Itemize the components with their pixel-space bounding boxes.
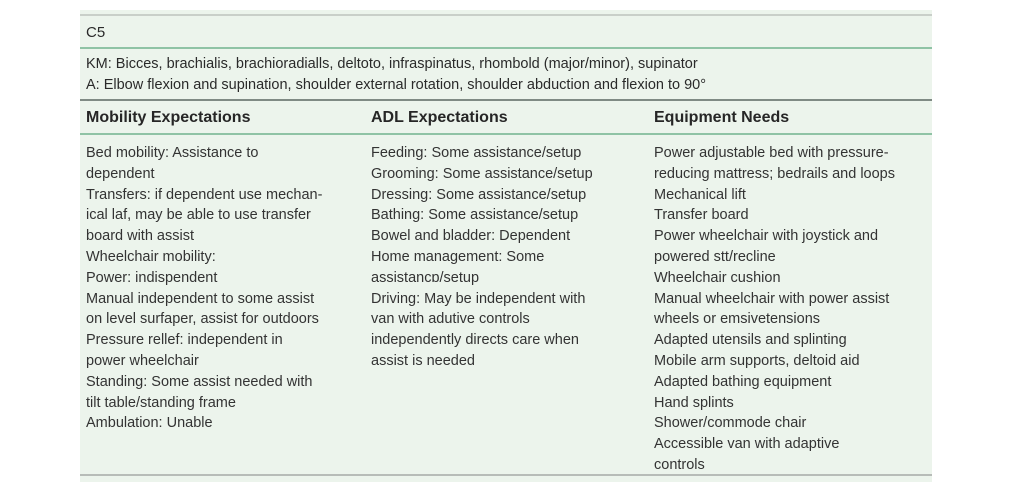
column-line: Wheelchair mobility:: [86, 248, 216, 265]
column-line: board with assist: [86, 228, 194, 245]
header-top-rule: [80, 99, 932, 101]
column-line: Standing: Some assist needed with: [86, 373, 313, 390]
column-line: Power adjustable bed with pressure-: [654, 145, 889, 161]
column-header-adl: ADL Expectations: [371, 109, 508, 126]
column-line: wheels or emsivetensions: [654, 311, 821, 328]
bottom-rule: [80, 474, 932, 476]
column-line: Shower/commode chair: [654, 415, 807, 432]
column-line: Power wheelchair with joystick and: [654, 228, 879, 245]
mobility-column: [86, 143, 322, 434]
column-line: controls: [654, 456, 705, 473]
column-line: Accessible van with adaptive: [654, 436, 840, 453]
column-line: dependent: [86, 165, 155, 182]
abilities-text: A: Elbow flexion and supination, shoulder external rotation, shoulder abduction and flexion to 90°: [86, 77, 707, 93]
level-title: C5: [86, 24, 106, 41]
column-line: power wheelchair: [86, 352, 199, 369]
equipment-column: [654, 143, 895, 476]
column-line: ical laf, may be able to use transfer: [86, 207, 311, 224]
column-line: Adapted utensils and splinting: [654, 332, 847, 349]
column-line: Hand splints: [654, 394, 734, 411]
column-line: van with adutive controls: [371, 311, 530, 328]
column-line: Mobile arm supports, deltoid aid: [654, 352, 860, 369]
adl-column: [371, 143, 593, 372]
column-line: Manual wheelchair with power assist: [654, 290, 890, 307]
column-header-equipment: Equipment Needs: [654, 109, 790, 126]
column-line: Bowel and bladder: Dependent: [371, 228, 571, 245]
column-line: Pressure rellef: independent in: [86, 332, 283, 349]
column-line: Grooming: Some assistance/setup: [371, 165, 593, 182]
column-line: Feeding: Some assistance/setup: [371, 145, 582, 161]
column-line: assistancɒ/setup: [371, 269, 480, 286]
column-line: Power: indispendent: [86, 269, 218, 286]
table-panel: [80, 10, 932, 482]
column-line: on level surfaper, assist for outdoors: [86, 311, 319, 328]
column-line: Bed mobility: Assistance to: [86, 145, 259, 161]
column-line: Home management: Some: [371, 248, 545, 265]
level-divider: [80, 47, 932, 49]
column-line: independently directs care when: [371, 332, 579, 349]
column-line: Mechanical lift: [654, 186, 746, 203]
key-muscles-text: KM: Bicces, brachialis, brachioradialls, deltoto, infraspinatus, rhombold (major/minor), supinator: [86, 56, 698, 72]
column-line: Wheelchair cushion: [654, 269, 781, 286]
header-bottom-rule: [80, 133, 932, 135]
top-rule: [80, 14, 932, 16]
column-line: Dressing: Some assistance/setup: [371, 186, 587, 203]
column-header-mobility: Mobility Expectations: [86, 109, 251, 126]
column-line: tilt table/standing frame: [86, 394, 236, 411]
column-line: reducing mattress; bedrails and loops: [654, 165, 895, 182]
column-line: Bathing: Some assistance/setup: [371, 207, 579, 224]
column-line: Adapted bathing equipment: [654, 373, 832, 390]
column-line: Transfer board: [654, 207, 749, 224]
column-line: assist is needed: [371, 352, 475, 369]
column-line: powered stt/recline: [654, 248, 776, 265]
column-line: Manual independent to some assist: [86, 290, 315, 307]
column-line: Transfers: if dependent use mechan-: [86, 186, 323, 203]
column-line: Ambulation: Unable: [86, 415, 213, 432]
column-line: Driving: May be independent with: [371, 290, 586, 307]
